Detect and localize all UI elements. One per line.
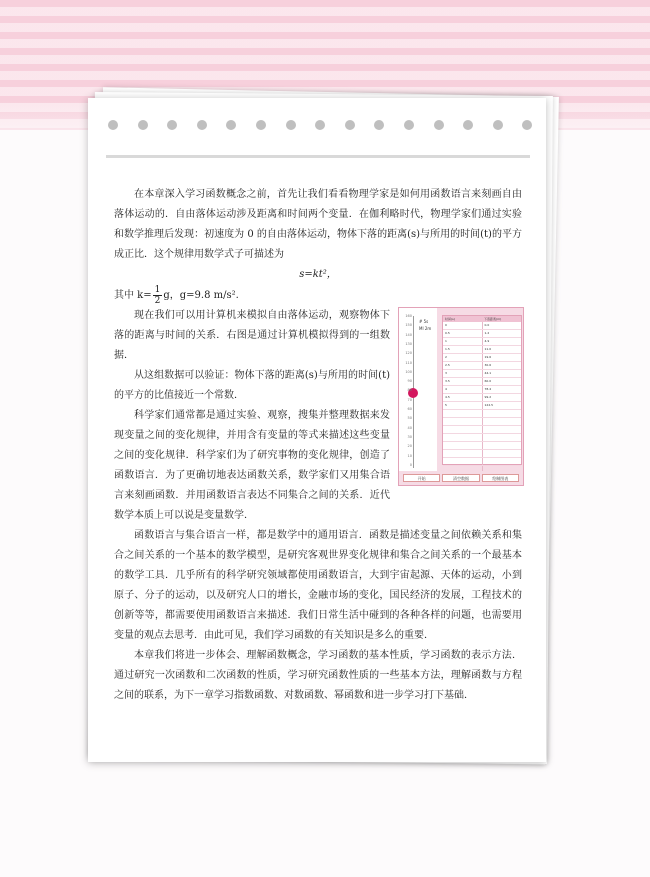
clear-data-button[interactable]: 清空数据 xyxy=(442,474,479,482)
cell-distance xyxy=(483,450,522,457)
binder-hole xyxy=(404,120,414,130)
notebook-page xyxy=(88,98,546,762)
cell-time xyxy=(443,450,483,457)
scale-tick-label: 150 xyxy=(405,323,412,328)
scale-tick-label: 10 xyxy=(407,453,412,458)
cell-distance: 99.2 xyxy=(484,395,492,399)
table-row xyxy=(443,322,521,330)
cell-distance: 122.5 xyxy=(484,403,494,407)
table-row xyxy=(443,458,521,466)
scale-tick-label: 160 xyxy=(405,314,412,318)
cell-distance: 44.1 xyxy=(484,371,492,375)
binder-hole xyxy=(493,120,503,130)
scientists-paragraph: 科学家们通常都是通过实验、观察，搜集并整理数据来发现变量之间的变化规律，并用含有变量的等式来描述这些变量之间的变化规律．科学家们为了研究事物的变化规律，创造了函数语言．为了更确切地表达函数关系，数学家们又用集合语言来刻画函数．并用函数语言表达不同集合之间的关系．近代数学本质上可以说是变量数学． xyxy=(114,410,390,521)
cell-distance xyxy=(483,458,522,465)
scale-tick-label: 60 xyxy=(407,407,412,411)
table-row xyxy=(443,394,521,402)
left-column xyxy=(114,306,390,526)
cell-distance: 19.6 xyxy=(484,355,492,359)
binder-hole xyxy=(315,120,325,130)
chapter-goals-paragraph: 本章我们将进一步体会、理解函数概念，学习函数的基本性质，学习函数的表示方法．通过研究一次函数和二次函数的性质，学习研究函数性质的一些基本方法，理解函数与方程之间的联系，为下一章学习指数函数、对数函数、幂函数和进一步学习打下基础． xyxy=(114,650,522,701)
cell-time xyxy=(443,418,483,425)
binder-hole xyxy=(434,120,444,130)
cell-distance xyxy=(483,418,522,425)
cell-time: 4 xyxy=(443,386,483,393)
simulation-screenshot xyxy=(398,307,524,486)
constant-prefix: 其中 k= xyxy=(114,290,152,301)
cell-time xyxy=(443,426,483,433)
scale-tick-label: 0 xyxy=(409,462,412,467)
free-fall-formula: s=kt²， xyxy=(299,269,337,280)
table-row xyxy=(443,370,521,378)
binder-hole xyxy=(522,120,532,130)
scale-tick-label: 50 xyxy=(407,416,412,421)
function-language-paragraph: 函数语言与集合语言一样，都是数学中的通用语言．函数是描述变量之间依赖关系和集合之间关系的一个基本的数学模型，是研究客观世界变化规律和集合之间关系的一个最基本的数学工具．几乎所有的科学研究领域都使用函数语言，大到宇宙起源、天体的运动，小到原子、分子的运动，以及研究人口的增长，金融市场的变化，国民经济的发展，工程技术的创新等等，都需要使用函数语言来描述．我们日常生活中碰到的各种各样的问题，也需要用变量的观点去思考．由此可见，我们学习函数的有关知识是多么的重要． xyxy=(114,530,522,641)
simulation-controls xyxy=(399,471,523,485)
binder-hole xyxy=(138,120,148,130)
draw-chart-button[interactable]: 绘制图表 xyxy=(482,474,519,482)
cell-time: 1 xyxy=(443,338,483,345)
cell-distance xyxy=(483,442,522,449)
height-scale xyxy=(399,308,435,471)
table-row xyxy=(443,386,521,394)
cell-distance: 78.4 xyxy=(484,387,492,391)
table-row xyxy=(443,346,521,354)
readout-time: # 5s xyxy=(419,319,429,324)
scale-tick-label: 40 xyxy=(407,425,412,430)
scale-tick-label: 80 xyxy=(407,388,412,393)
fraction-numerator: 1 xyxy=(154,285,161,295)
table-row xyxy=(443,362,521,370)
binder-hole xyxy=(226,120,236,130)
simulation-paragraph: 现在我们可以用计算机来模拟自由落体运动，观察物体下落的距离与时间的关系．右图是通过计算机模拟得到的一组数据． xyxy=(114,310,390,361)
data-table xyxy=(442,315,522,465)
cell-time: 1.5 xyxy=(443,346,483,353)
binder-hole xyxy=(345,120,355,130)
scale-tick-label: 110 xyxy=(405,360,412,365)
table-row xyxy=(443,450,521,458)
cell-distance: 11.0 xyxy=(484,347,492,351)
binder-holes xyxy=(108,120,528,132)
cell-time: 0 xyxy=(443,322,483,329)
cell-distance xyxy=(483,434,522,441)
data-table-panel xyxy=(437,308,523,471)
cell-time: 3 xyxy=(443,370,483,377)
cell-time: 3.5 xyxy=(443,378,483,385)
scale-tick-label: 140 xyxy=(405,332,412,337)
scale-tick-label: 130 xyxy=(405,341,412,346)
table-row xyxy=(443,434,521,442)
table-row xyxy=(443,410,521,418)
cell-distance xyxy=(483,426,522,433)
constant-suffix: g，g=9.8 m/s². xyxy=(163,290,239,301)
table-row xyxy=(443,402,521,410)
cell-time: 5 xyxy=(443,402,483,409)
scale-tick-label: 70 xyxy=(407,397,412,402)
table-row xyxy=(443,338,521,346)
fraction-one-half xyxy=(153,285,163,306)
table-row xyxy=(443,418,521,426)
binder-hole xyxy=(463,120,473,130)
cell-time: 2.5 xyxy=(443,362,483,369)
binder-hole xyxy=(197,120,207,130)
cell-time xyxy=(443,410,483,417)
cell-time: 2 xyxy=(443,354,483,361)
cell-distance: 60.0 xyxy=(484,379,492,383)
sim-readout xyxy=(419,318,431,332)
scale-tick-label: 20 xyxy=(407,444,412,449)
intro-paragraph: 在本章深入学习函数概念之前，首先让我们看看物理学家是如何用函数语言来刻画自由落体运动的．自由落体运动涉及距离和时间两个变量．在伽利略时代，物理学家们通过实验和数学推理后发现：初速度为 0 的自由落体运动，物体下落的距离(s)与所用的时间(t)的平方成正比．这个规律用数学式子可描述为 xyxy=(114,189,522,260)
cell-distance: 0.0 xyxy=(484,323,490,327)
binder-hole xyxy=(108,120,118,130)
table-row xyxy=(443,426,521,434)
cell-time xyxy=(443,434,483,441)
scale-tick-label: 100 xyxy=(405,369,412,374)
table-row xyxy=(443,330,521,338)
binder-hole xyxy=(256,120,266,130)
cell-distance: 30.6 xyxy=(484,363,492,367)
binder-hole xyxy=(167,120,177,130)
cell-time xyxy=(443,442,483,449)
table-row xyxy=(443,442,521,450)
binder-hole xyxy=(374,120,384,130)
table-row xyxy=(443,378,521,386)
fraction-denominator: 2 xyxy=(154,296,161,306)
table-row xyxy=(443,354,521,362)
header-distance: 下落距离(m) xyxy=(484,317,502,321)
cell-distance xyxy=(483,410,522,417)
binder-hole xyxy=(286,120,296,130)
cell-distance: 4.9 xyxy=(484,339,490,343)
scale-tick-label: 30 xyxy=(407,434,412,439)
cell-time xyxy=(443,458,483,465)
header-rule xyxy=(106,155,530,158)
scale-tick-label: 90 xyxy=(407,379,412,384)
constant-definition xyxy=(114,285,522,306)
verification-paragraph: 从这组数据可以验证：物体下落的距离(s)与所用的时间(t)的平方的比值接近一个常数． xyxy=(114,370,390,401)
header-time: 时间(s) xyxy=(445,317,455,321)
cell-time: 0.5 xyxy=(443,330,483,337)
readout-distance: Ml 2m xyxy=(419,326,432,331)
scale-tick-label: 120 xyxy=(405,351,412,356)
start-button[interactable]: 开始 xyxy=(403,474,440,482)
cell-time: 4.5 xyxy=(443,394,483,401)
cell-distance: 1.2 xyxy=(484,331,490,335)
